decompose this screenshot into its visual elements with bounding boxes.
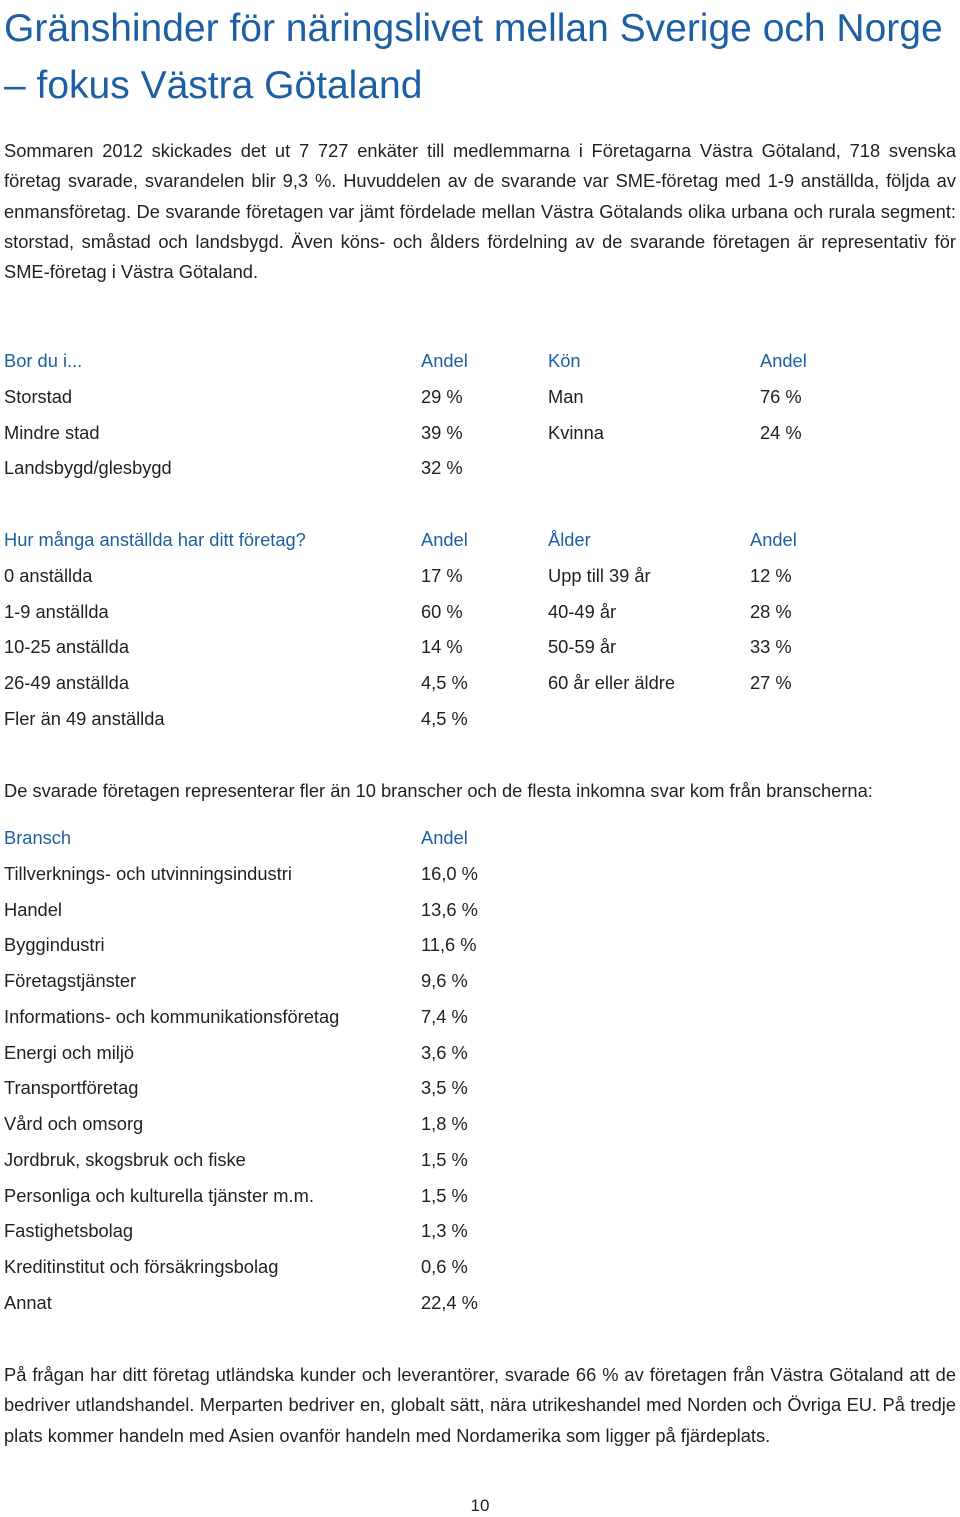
industry-row-value: 22,4 % (421, 1291, 478, 1313)
gender-header-share: Andel (760, 350, 807, 371)
industry-row-label: Handel (4, 898, 62, 920)
industry-row-label: Tillverknings- och utvinningsindustri (4, 862, 292, 884)
industry-row-value: 3,5 % (421, 1077, 468, 1099)
industry-row-value: 16,0 % (421, 862, 478, 884)
industry-row-label: Företagstjänster (4, 970, 137, 991)
location-header-label: Bor du i... (4, 350, 83, 371)
location-row-value: 32 % (421, 457, 463, 479)
age-header-label: Ålder (548, 529, 591, 550)
industry-row-value: 1,8 % (421, 1113, 468, 1134)
location-row-value: 29 % (421, 385, 463, 407)
industry-row-label: Informations- och kommunikationsföretag (4, 1005, 340, 1027)
employees-row-label: 10-25 anställda (4, 636, 130, 658)
gender-row-value: 24 % (760, 421, 802, 443)
location-row-label: Mindre stad (4, 421, 100, 443)
age-row-label: Upp till 39 år (548, 564, 651, 586)
employees-header-label: Hur många anställda har ditt företag? (4, 529, 306, 550)
employees-row-label: 1-9 anställda (4, 600, 109, 622)
location-row-value: 39 % (421, 421, 463, 443)
industry-row-label: Annat (4, 1291, 52, 1313)
age-row-value: 33 % (750, 636, 792, 658)
employees-row-value: 14 % (421, 636, 463, 658)
employees-row-value: 60 % (421, 600, 463, 622)
industry-row-value: 3,6 % (421, 1041, 468, 1063)
location-row-label: Landsbygd/glesbygd (4, 457, 172, 479)
industry-row-value: 11,6 % (421, 934, 477, 956)
employees-row-value: 4,5 % (421, 672, 468, 694)
industry-row-value: 1,3 % (421, 1220, 468, 1242)
industry-row-label: Transportföretag (4, 1077, 139, 1099)
employees-row-label: 26-49 anställda (4, 672, 130, 694)
industry-row-value: 1,5 % (421, 1148, 468, 1170)
age-row-value: 12 % (750, 564, 792, 586)
industry-header-label: Bransch (4, 827, 72, 848)
employees-header-share: Andel (421, 529, 468, 550)
industry-row-value: 1,5 % (421, 1184, 468, 1206)
age-row-value: 27 % (750, 672, 792, 694)
page-number: 10 (470, 1496, 490, 1515)
closing-paragraph: På frågan har ditt företag utländska kunder och leverantörer, svarade 66 % av företagen från Västra Götaland att de bedriver utlandshandel. Merparten bedriver en, globalt sätt, nära utrikeshandel med Norden och Övriga EU. På tredje plats kommer handeln med Asien ovanför handeln med Nordamerika som ligger på fjärdeplats. (4, 1364, 956, 1446)
location-header-share: Andel (421, 350, 468, 371)
age-row-label: 40-49 år (548, 600, 617, 622)
industries-intro: De svarade företagen representerar fler än 10 branscher och de flesta inkomna svar kom från branscherna: (4, 780, 873, 801)
industry-row-value: 7,4 % (421, 1005, 468, 1027)
age-row-label: 60 år eller äldre (548, 672, 676, 694)
location-row-label: Storstad (4, 385, 73, 407)
industry-row-label: Energi och miljö (4, 1041, 135, 1063)
industry-row-value: 0,6 % (421, 1256, 468, 1277)
industry-row-label: Fastighetsbolag (4, 1220, 134, 1242)
industry-row-value: 13,6 % (421, 898, 478, 920)
intro-paragraph: Sommaren 2012 skickades det ut 7 727 enkäter till medlemmarna i Företagarna Västra Götaland, 718 svenska företag svarade, svarandelen blir 9,3 %. Huvuddelen av de svarande var SME-företag med 1-9 anställda, följda av enmansföretag. De svarande företagen var jämt fördelade mellan Västra Götalands olika urbana och rurala segment: storstad, småstad och landsbygd. Även köns- och ålders fördelning av de svarande företagen är representativ för SME-företag i Västra Götaland. (4, 140, 956, 283)
age-row-value: 28 % (750, 600, 792, 622)
page-title: Gränshinder för näringslivet mellan Sverige och Norge – fokus Västra Götaland (4, 7, 943, 107)
employees-row-value: 17 % (421, 564, 463, 586)
employees-row-label: 0 anställda (4, 564, 93, 586)
industry-row-value: 9,6 % (421, 970, 468, 991)
employees-row-label: Fler än 49 anställda (4, 708, 165, 729)
industry-row-label: Vård och omsorg (4, 1113, 144, 1134)
gender-row-label: Man (548, 385, 584, 407)
industry-row-label: Jordbruk, skogsbruk och fiske (4, 1148, 246, 1170)
industry-row-label: Personliga och kulturella tjänster m.m. (4, 1184, 314, 1206)
gender-header-label: Kön (548, 350, 581, 371)
employees-row-value: 4,5 % (421, 708, 468, 729)
age-header-share: Andel (750, 529, 797, 550)
industry-row-label: Kreditinstitut och försäkringsbolag (4, 1256, 279, 1277)
industry-row-label: Byggindustri (4, 934, 105, 956)
gender-row-label: Kvinna (548, 421, 604, 443)
gender-row-value: 76 % (760, 385, 802, 407)
age-row-label: 50-59 år (548, 636, 617, 658)
industry-header-share: Andel (421, 827, 468, 848)
